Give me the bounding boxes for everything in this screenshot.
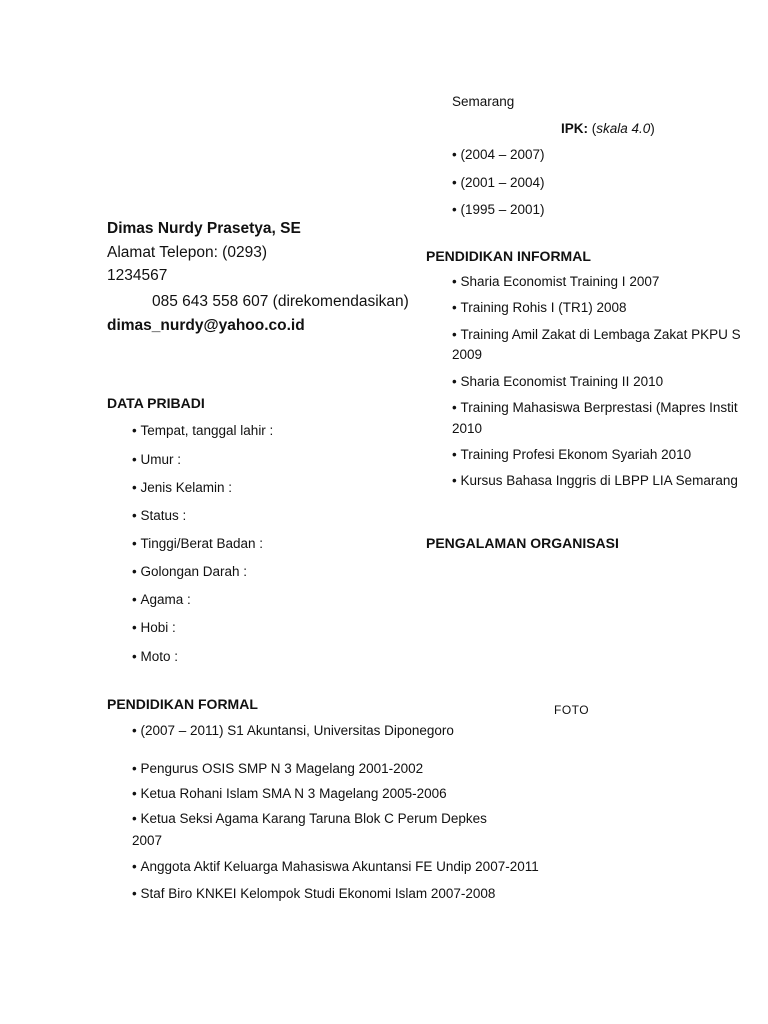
ipk-line: IPK: (skala 4.0) (561, 121, 655, 136)
address-phone: Alamat Telepon: (0293) (107, 244, 267, 261)
year-item: • (2001 – 2004) (452, 175, 545, 190)
mobile-number: 085 643 558 607 (direkomendasikan) (152, 293, 409, 310)
formal-education-heading: PENDIDIKAN FORMAL (107, 696, 258, 712)
year-item: • (1995 – 2001) (452, 202, 545, 217)
organization-experience-heading: PENGALAMAN ORGANISASI (426, 535, 619, 551)
informal-education-heading: PENDIDIKAN INFORMAL (426, 248, 591, 264)
list-item: • Training Rohis I (TR1) 2008 (452, 300, 627, 315)
list-item: • Tempat, tanggal lahir : (132, 423, 273, 438)
list-item-continued: 2009 (452, 347, 483, 362)
list-item: • Training Mahasiswa Berprestasi (Mapres Instit (452, 400, 738, 415)
list-item: • Anggota Aktif Keluarga Mahasiswa Akuntansi FE Undip 2007-2011 (132, 859, 539, 874)
list-item-continued: 2007 (132, 833, 163, 848)
list-item: • Kursus Bahasa Inggris di LBPP LIA Semarang (452, 473, 738, 488)
list-item: • Ketua Rohani Islam SMA N 3 Magelang 2005-2006 (132, 786, 447, 801)
list-item: • Umur : (132, 452, 181, 467)
list-item: • (2007 – 2011) S1 Akuntansi, Universitas Diponegoro (132, 723, 454, 738)
person-name: Dimas Nurdy Prasetya, SE (107, 220, 301, 237)
photo-placeholder-label: FOTO (554, 703, 590, 717)
list-item: • Training Profesi Ekonom Syariah 2010 (452, 447, 691, 462)
city-text: Semarang (452, 94, 515, 109)
list-item: • Golongan Darah : (132, 564, 247, 579)
list-item: • Ketua Seksi Agama Karang Taruna Blok C Perum Depkes (132, 811, 487, 826)
personal-data-heading: DATA PRIBADI (107, 395, 205, 411)
list-item: • Agama : (132, 592, 191, 607)
list-item: • Sharia Economist Training II 2010 (452, 374, 663, 389)
list-item: • Training Amil Zakat di Lembaga Zakat PKPU S (452, 327, 741, 342)
list-item: • Sharia Economist Training I 2007 (452, 274, 659, 289)
email-address[interactable]: dimas_nurdy@yahoo.co.id (107, 317, 305, 334)
list-item-continued: 2010 (452, 421, 483, 436)
list-item: • Hobi : (132, 620, 176, 635)
list-item: • Pengurus OSIS SMP N 3 Magelang 2001-2002 (132, 761, 423, 776)
year-item: • (2004 – 2007) (452, 147, 545, 162)
ipk-scale: skala 4.0 (596, 121, 651, 136)
ipk-label: IPK: (561, 121, 588, 136)
list-item: • Jenis Kelamin : (132, 480, 232, 495)
list-item: • Moto : (132, 649, 178, 664)
list-item: • Status : (132, 508, 186, 523)
list-item: • Staf Biro KNKEI Kelompok Studi Ekonomi Islam 2007-2008 (132, 886, 495, 901)
list-item: • Tinggi/Berat Badan : (132, 536, 263, 551)
phone-number: 1234567 (107, 267, 168, 284)
